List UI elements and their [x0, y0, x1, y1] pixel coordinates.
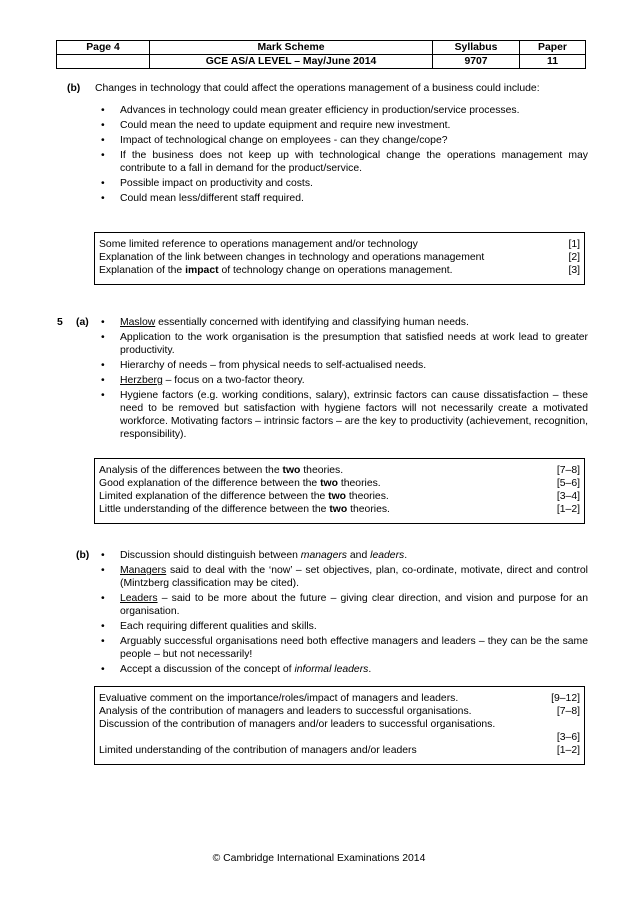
header-syllabus: Syllabus: [433, 41, 520, 55]
mark-row: Little understanding of the difference between the two theories. [1–2]: [99, 504, 580, 515]
list-item: • Accept a discussion of the concept of informal leaders.: [101, 664, 372, 675]
bullet-icon: •: [101, 135, 105, 146]
bullet-icon: •: [101, 193, 105, 204]
list-item: • Discussion should distinguish between managers and leaders.: [101, 550, 408, 561]
q5b-content: [95, 549, 588, 678]
mark-row: Discussion of the contribution of managers and/or leaders to successful organisations.: [99, 719, 496, 730]
bullet-icon: •: [101, 332, 105, 343]
q5b-label: (b): [76, 550, 90, 561]
q5a-bullets: [95, 316, 588, 441]
q4b-label: (b): [67, 83, 81, 94]
bullet-icon: •: [101, 360, 105, 371]
mark-row: Explanation of the impact of technology change on operations management. [3]: [99, 265, 580, 276]
bullet-icon: •: [101, 593, 105, 604]
q5b-markbox: [94, 686, 585, 765]
bullet-icon: •: [101, 120, 105, 131]
q5-number: 5: [57, 317, 63, 328]
mark-row: Analysis of the differences between the two theories. [7–8]: [99, 465, 580, 476]
q5a-label: (a): [76, 317, 89, 328]
bullet-icon: •: [101, 105, 105, 116]
bullet-icon: •: [101, 178, 105, 189]
list-item: • Could mean less/different staff required.: [101, 193, 304, 204]
mark-row: Limited explanation of the difference between the two theories. [3–4]: [99, 491, 580, 502]
header-syllabus-code: 9707: [433, 55, 520, 69]
list-item: • Hierarchy of needs – from physical needs to self-actualised needs.: [101, 360, 427, 371]
mark-row: Explanation of the link between changes in technology and operations management [2]: [99, 252, 580, 263]
list-item: • If the business does not keep up with technological change the operations management may contribute to a fall in demand for the product/service.: [101, 150, 588, 174]
bullet-icon: •: [101, 621, 105, 632]
bullet-icon: •: [101, 636, 105, 647]
q4b-content: [95, 82, 588, 207]
list-item: • Advances in technology could mean greater efficiency in production/service processes.: [101, 105, 520, 116]
header-exam: GCE AS/A LEVEL – May/June 2014: [150, 55, 433, 69]
list-item: • Arguably successful organisations need both effective managers and leaders – they can be the same people – but not necessarily!: [101, 636, 588, 660]
list-item: • Application to the work organisation is the presumption that satisfied needs at work lead to greater productivity.: [101, 332, 588, 356]
bullet-icon: •: [101, 390, 105, 401]
header-page-value: [57, 55, 150, 69]
header-row-1: [57, 41, 586, 55]
bullet-icon: •: [101, 565, 105, 576]
list-item: • Maslow essentially concerned with identifying and classifying human needs.: [101, 317, 469, 328]
mark-row: Good explanation of the difference between the two theories. [5–6]: [99, 478, 580, 489]
list-item: • Each requiring different qualities and skills.: [101, 621, 317, 632]
list-item: • Possible impact on productivity and costs.: [101, 178, 313, 189]
page-footer: © Cambridge International Examinations 2014: [212, 853, 426, 864]
q4b-markbox: [94, 232, 585, 285]
list-item: • Leaders – said to be more about the future – giving clear direction, and vision and purpose for an organisation.: [101, 593, 588, 617]
list-item: • Herzberg – focus on a two-factor theory.: [101, 375, 305, 386]
q5a-markbox: [94, 458, 585, 524]
header-title: Mark Scheme: [150, 41, 433, 55]
bullet-icon: •: [101, 150, 105, 161]
bullet-icon: •: [101, 550, 105, 561]
mark-row: Analysis of the contribution of managers and leaders to successful organisations. [7–8]: [99, 706, 580, 717]
bullet-icon: •: [101, 375, 105, 386]
q4b-bullets: [95, 104, 588, 205]
header-table: [56, 40, 586, 69]
bullet-icon: •: [101, 317, 105, 328]
q5a-content: [95, 316, 588, 443]
bullet-icon: •: [101, 664, 105, 675]
header-page: Page 4: [57, 41, 150, 55]
list-item: • Impact of technological change on employees - can they change/cope?: [101, 135, 448, 146]
header-row-2: [57, 55, 586, 69]
mark-row: Limited understanding of the contribution of managers and/or leaders [1–2]: [99, 745, 580, 756]
header-paper: Paper: [520, 41, 586, 55]
mark-value: [3–6]: [556, 732, 580, 743]
list-item: • Managers said to deal with the ‘now’ – set objectives, plan, co-ordinate, motivate, direct and control (Mintzberg classification may be cited).: [101, 565, 588, 589]
header-paper-number: 11: [520, 55, 586, 69]
q4b-intro: Changes in technology that could affect the operations management of a business could include:: [95, 83, 540, 94]
mark-row: Evaluative comment on the importance/roles/impact of managers and leaders. [9–12]: [99, 693, 580, 704]
list-item: • Could mean the need to update equipment and require new investment.: [101, 120, 451, 131]
list-item: • Hygiene factors (e.g. working conditions, salary), extrinsic factors can cause dissatisfaction – these need to be removed but satisfaction with hygiene factors will not necessarily create a motivated workforce. Motivating factors – intrinsic factors – are the key to productivity (achievement, recognition, responsibility).: [101, 390, 588, 440]
q5b-bullets: [95, 549, 588, 676]
mark-row: Some limited reference to operations management and/or technology [1]: [99, 239, 580, 250]
